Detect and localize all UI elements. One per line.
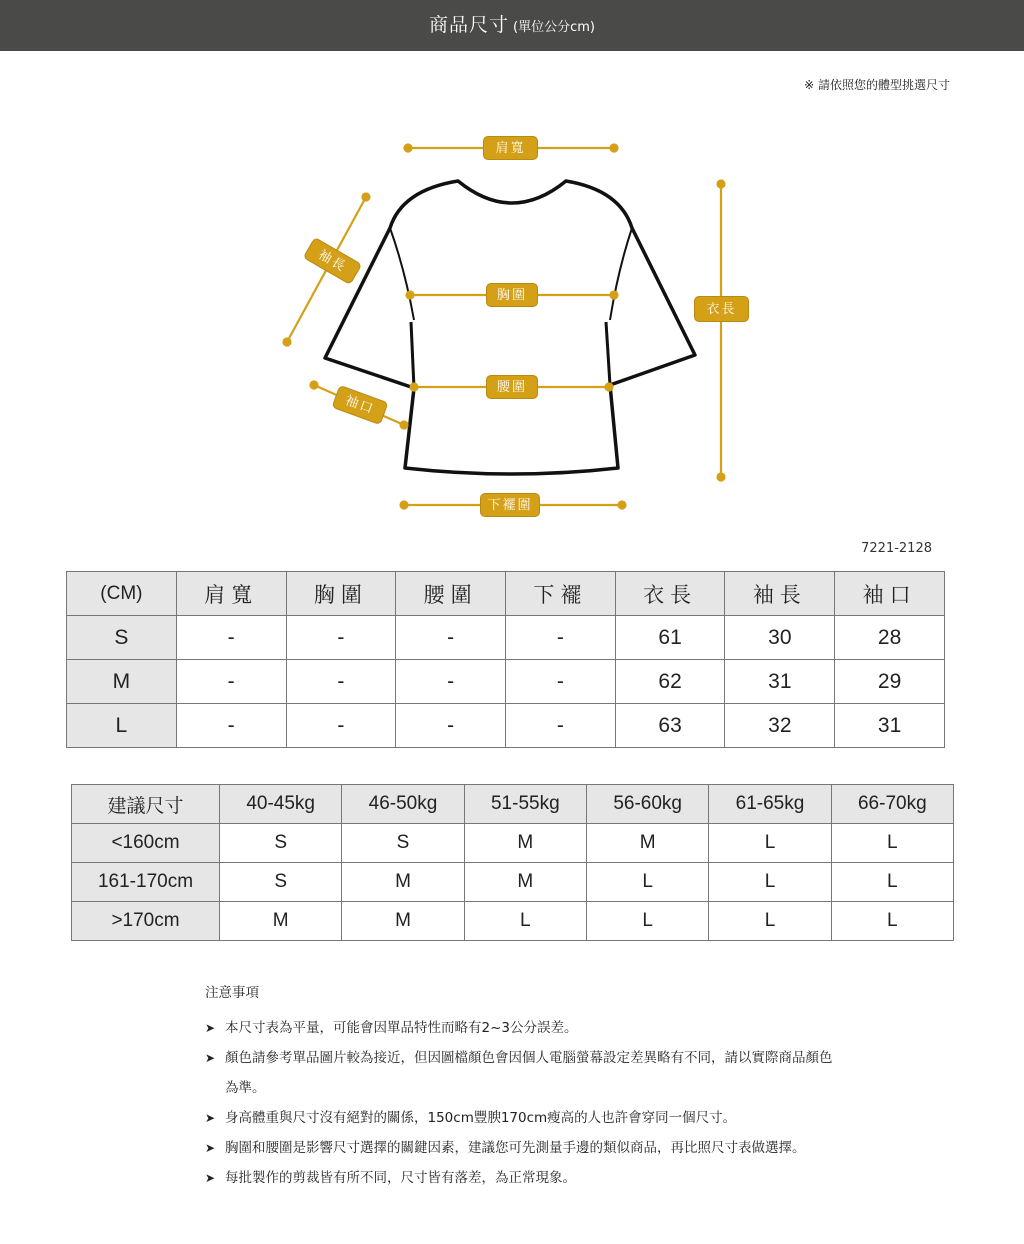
table-cell: L — [831, 824, 953, 863]
arrow-icon: ➤ — [205, 1051, 216, 1065]
page-title: 商品尺寸 — [429, 14, 510, 36]
note-item — [205, 1043, 845, 1103]
row-header: L — [67, 704, 177, 748]
table-cell: 63 — [615, 704, 725, 748]
column-header: 肩寬 — [176, 572, 286, 616]
table-cell: L — [709, 824, 831, 863]
table-cell: - — [505, 660, 615, 704]
column-header: 腰圍 — [396, 572, 506, 616]
table-cell: S — [342, 824, 464, 863]
arrow-icon: ➤ — [205, 1171, 216, 1185]
table-cell: 62 — [615, 660, 725, 704]
table-cell: - — [286, 704, 396, 748]
table-cell: 29 — [835, 660, 945, 704]
table-cell: L — [831, 902, 953, 941]
table-cell: M — [586, 824, 708, 863]
table-cell: L — [586, 863, 708, 902]
table-cell: S — [220, 863, 342, 902]
notes-section — [205, 981, 845, 1193]
table-cell: - — [286, 660, 396, 704]
column-header: 66-70kg — [831, 785, 953, 824]
column-header: 46-50kg — [342, 785, 464, 824]
table-cell: M — [342, 902, 464, 941]
column-header: 40-45kg — [220, 785, 342, 824]
note-item — [205, 1163, 845, 1193]
column-header: 建議尺寸 — [72, 785, 220, 824]
table-cell: M — [464, 863, 586, 902]
table-row — [72, 863, 954, 902]
row-header: 161-170cm — [72, 863, 220, 902]
table-cell: - — [505, 704, 615, 748]
column-header: 袖長 — [725, 572, 835, 616]
note-item — [205, 1133, 845, 1163]
sleeve-length-label: 袖長 — [303, 237, 363, 285]
table-cell: 31 — [725, 660, 835, 704]
table-row — [72, 902, 954, 941]
row-header: M — [67, 660, 177, 704]
note-item — [205, 1103, 845, 1133]
table-cell: - — [176, 660, 286, 704]
table-cell: - — [396, 616, 506, 660]
table-cell: - — [396, 660, 506, 704]
row-header: S — [67, 616, 177, 660]
table-cell: - — [176, 616, 286, 660]
table-cell: L — [831, 863, 953, 902]
table-cell: 31 — [835, 704, 945, 748]
shoulder-label: 肩寬 — [483, 136, 538, 160]
arrow-icon: ➤ — [205, 1111, 216, 1125]
table-cell: 28 — [835, 616, 945, 660]
column-header: 56-60kg — [586, 785, 708, 824]
table-cell: - — [505, 616, 615, 660]
table-cell: L — [586, 902, 708, 941]
table-cell: - — [396, 704, 506, 748]
size-table — [66, 571, 945, 748]
column-header: 下襬 — [505, 572, 615, 616]
table-cell: L — [464, 902, 586, 941]
column-header: 胸圍 — [286, 572, 396, 616]
hem-label: 下襬圍 — [480, 493, 540, 517]
recommendation-table — [71, 784, 954, 941]
table-cell: 30 — [725, 616, 835, 660]
table-cell: M — [220, 902, 342, 941]
arrow-icon: ➤ — [205, 1021, 216, 1035]
size-advice: ※ 請依照您的體型挑選尺寸 — [804, 78, 950, 92]
note-item — [205, 1013, 845, 1043]
table-header-row — [67, 572, 945, 616]
table-row — [67, 616, 945, 660]
table-row — [67, 660, 945, 704]
length-label: 衣長 — [694, 296, 749, 322]
table-cell: S — [220, 824, 342, 863]
table-header-row — [72, 785, 954, 824]
arrow-icon: ➤ — [205, 1141, 216, 1155]
note-text: 顏色請參考單品圖片較為接近，但因圖檔顏色會因個人電腦螢幕設定差異略有不同，請以實際商品顏色為準。 — [225, 1050, 833, 1096]
note-text: 本尺寸表為平量，可能會因單品特性而略有2~3公分誤差。 — [225, 1020, 578, 1036]
table-cell: - — [286, 616, 396, 660]
row-header: <160cm — [72, 824, 220, 863]
column-header: 61-65kg — [709, 785, 831, 824]
table-cell: M — [342, 863, 464, 902]
column-header: 51-55kg — [464, 785, 586, 824]
table-row — [72, 824, 954, 863]
table-cell: 32 — [725, 704, 835, 748]
table-cell: L — [709, 863, 831, 902]
waist-label: 腰圍 — [486, 375, 538, 399]
column-header: 袖口 — [835, 572, 945, 616]
garment-outline — [0, 0, 1024, 540]
chest-label: 胸圍 — [486, 283, 538, 307]
table-row — [67, 704, 945, 748]
table-cell: M — [464, 824, 586, 863]
note-text: 身高體重與尺寸沒有絕對的關係，150cm豐腴170cm瘦高的人也許會穿同一個尺寸。 — [225, 1110, 737, 1126]
column-header: 衣長 — [615, 572, 725, 616]
note-text: 胸圍和腰圍是影響尺寸選擇的關鍵因素，建議您可先測量手邊的類似商品，再比照尺寸表做選擇。 — [225, 1140, 806, 1156]
product-code: 7221-2128 — [861, 541, 932, 556]
unit-label: (單位公分cm) — [513, 20, 595, 35]
column-header: (CM) — [67, 572, 177, 616]
garment-diagram — [0, 0, 1024, 540]
note-text: 每批製作的剪裁皆有所不同，尺寸皆有落差，為正常現象。 — [225, 1170, 576, 1186]
notes-title: 注意事項 — [205, 985, 259, 1001]
cuff-label: 袖口 — [331, 385, 388, 425]
table-cell: L — [709, 902, 831, 941]
table-cell: - — [176, 704, 286, 748]
table-cell: 61 — [615, 616, 725, 660]
row-header: >170cm — [72, 902, 220, 941]
